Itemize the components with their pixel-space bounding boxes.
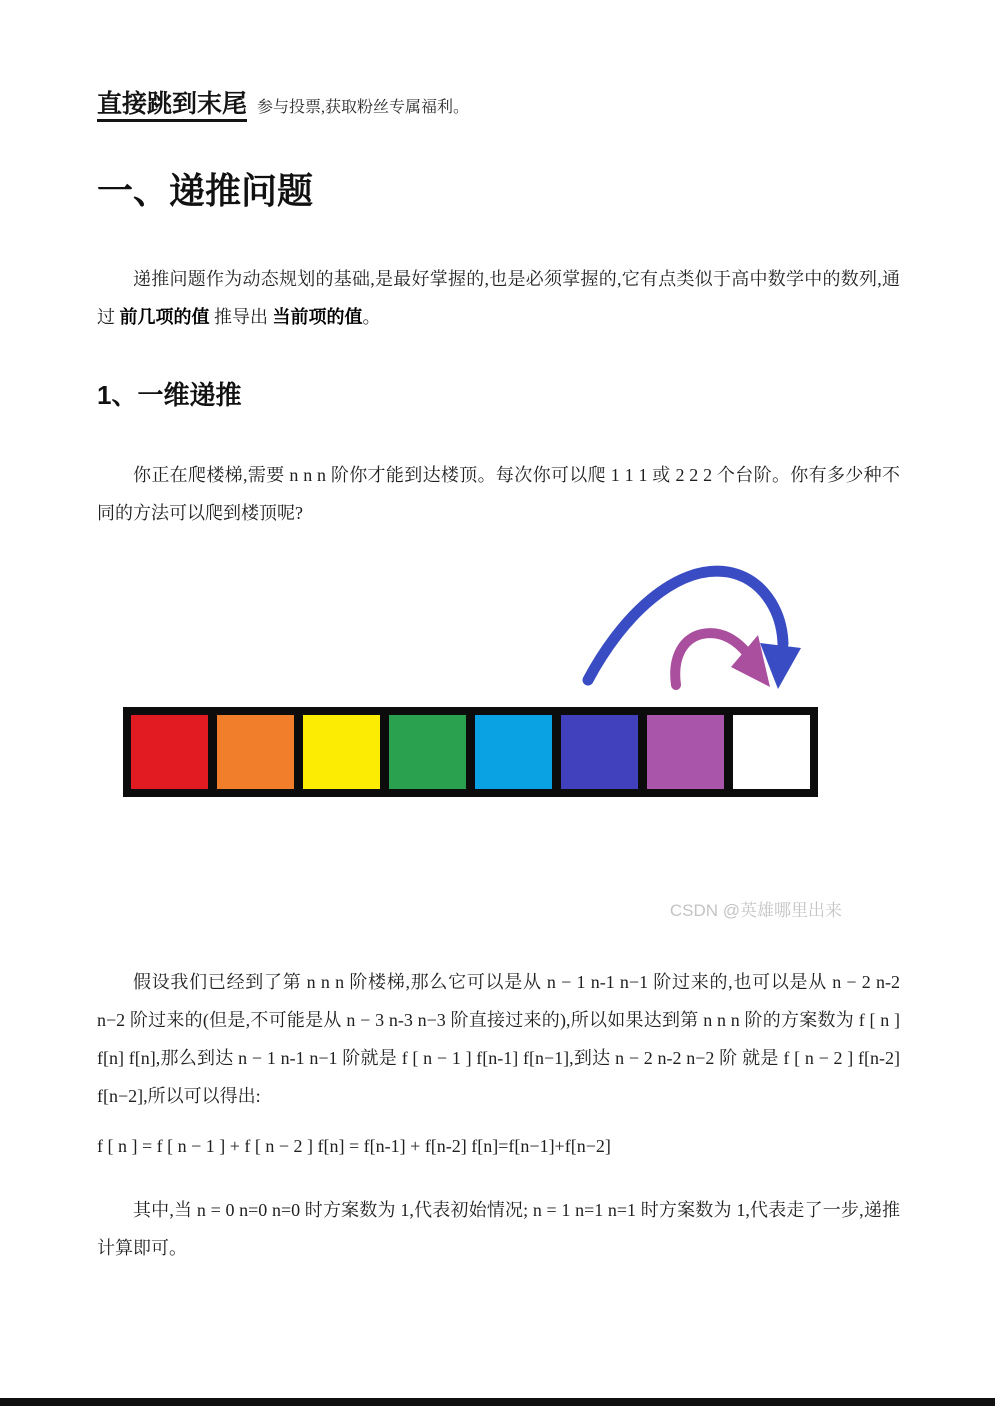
stair-cell-orange [217, 715, 294, 789]
stairs-row [123, 707, 818, 797]
one-step-arrow-icon [675, 633, 747, 685]
intro-paragraph [97, 260, 900, 336]
intro-bold-current-value: 当前项的值 [272, 307, 363, 327]
stair-cell-red [131, 715, 208, 789]
stair-cell-yellow [303, 715, 380, 789]
stair-cell-purple [647, 715, 724, 789]
intro-bold-previous-values: 前几项的值 [119, 307, 210, 327]
section-heading: 一、递推问题 [97, 170, 314, 211]
derivation-paragraph: 假设我们已经到了第 n n n 阶楼梯,那么它可以是从 n − 1 n-1 n−1 阶过来的,也可以是从 n − 2 n-2 n−2 阶过来的(但是,不可能是从 n − 3 n-3 n−3 阶直接过来的),所以如果达到第 n n n 阶的方案数为 f [ n ] f[n] f[n],那么到达 n − 1 n-1 n−1 阶就是 f [ n − 1 ] f[n-1] f[n−1],到达 n − 2 n-2 n−2 阶 就是 f [ n − 2 ] f[n-2] f[n−2],所以可以得出: [97, 972, 900, 1106]
stair-cell-white [733, 715, 810, 789]
jump-line [97, 0, 900, 124]
conclusion-paragraph: 其中,当 n = 0 n=0 n=0 时方案数为 1,代表初始情况; n = 1 n=1 n=1 时方案数为 1,代表走了一步,递推计算即可。 [97, 1200, 901, 1258]
subsection-heading: 1、一维递推 [97, 380, 242, 410]
problem-paragraph: 你正在爬楼梯,需要 n n n 阶你才能到达楼顶。每次你可以爬 1 1 1 或 2 2 2 个台阶。你有多少种不同的方法可以爬到楼顶呢? [97, 465, 900, 523]
stair-cell-green [389, 715, 466, 789]
stairs-figure [97, 558, 900, 797]
jump-arrows-graphic [0, 558, 995, 704]
bottom-edge-bar [0, 1398, 995, 1406]
stair-cell-indigo [561, 715, 638, 789]
intro-text-pre: 递推问题作为动态规划的基础,是最好掌握的,也是必须掌握的,它有点类似于高中数学中的数列,通过 [97, 269, 900, 327]
stair-cell-cyan [475, 715, 552, 789]
jump-note: 参与投票,获取粉丝专属福利。 [257, 99, 470, 116]
csdn-watermark: CSDN @英雄哪里出来 [669, 901, 842, 920]
intro-text-mid: 推导出 [209, 307, 273, 327]
intro-text-post: 。 [362, 307, 381, 327]
jump-to-end-link[interactable]: 直接跳到末尾 [97, 90, 247, 122]
recurrence-formula: f [ n ] = f [ n − 1 ] + f [ n − 2 ] f[n] = f[n-1] + f[n-2] f[n]=f[n−1]+f[n−2] [97, 1136, 611, 1156]
